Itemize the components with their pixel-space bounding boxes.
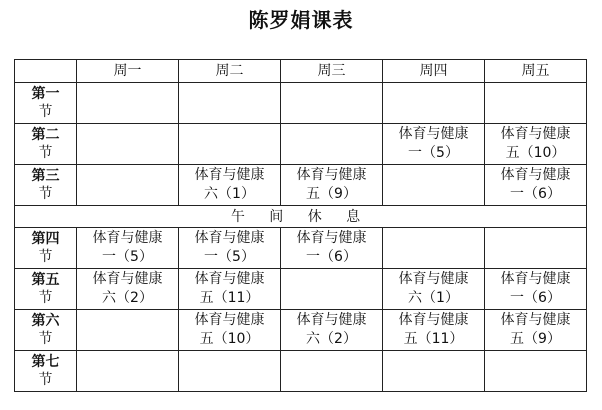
class-cell-friday: [485, 228, 587, 269]
subject-name: 体育与健康: [296, 230, 367, 246]
class-cell-wednesday: [281, 83, 383, 124]
class-cell-thursday: [383, 165, 485, 206]
class-cell-wednesday: [281, 351, 383, 392]
subject-name: 体育与健康: [398, 126, 469, 142]
subject-name: 体育与健康: [194, 230, 265, 246]
period-label-bottom: 节: [38, 249, 53, 265]
period-label-bottom: 节: [38, 331, 53, 347]
period-label-top: 第二: [31, 127, 60, 143]
period-label-bottom: 节: [38, 290, 53, 306]
class-cell-monday: [77, 228, 179, 269]
class-cell-monday: [77, 124, 179, 165]
period-label-top: 第五: [31, 272, 60, 288]
class-group: 六（1）: [408, 290, 459, 306]
subject-name: 体育与健康: [296, 312, 367, 328]
class-group: 一（6）: [306, 249, 357, 265]
period-row-4: [15, 228, 587, 269]
subject-name: 体育与健康: [194, 312, 265, 328]
class-group: 五（9）: [306, 186, 357, 202]
class-cell-tuesday: [179, 269, 281, 310]
class-group: 一（5）: [102, 249, 153, 265]
subject-name: 体育与健康: [500, 167, 571, 183]
period-row-5: [15, 269, 587, 310]
class-group: 五（11）: [199, 290, 260, 306]
subject-name: 体育与健康: [92, 271, 163, 287]
period-label-top: 第七: [31, 354, 60, 370]
class-group: 六（2）: [102, 290, 153, 306]
class-cell-monday: [77, 165, 179, 206]
class-group: 一（6）: [510, 186, 561, 202]
period-label-cell: [15, 83, 77, 124]
day-header-wednesday: 周三: [281, 60, 383, 83]
class-cell-thursday: [383, 269, 485, 310]
class-group: 五（10）: [505, 145, 566, 161]
class-cell-monday: [77, 269, 179, 310]
period-label-bottom: 节: [38, 104, 53, 120]
subject-name: 体育与健康: [398, 312, 469, 328]
class-cell-tuesday: [179, 310, 281, 351]
class-group: 六（2）: [306, 331, 357, 347]
class-cell-friday: [485, 83, 587, 124]
header-row: [15, 60, 587, 83]
period-row-3: [15, 165, 587, 206]
period-label-bottom: 节: [38, 145, 53, 161]
schedule-table: [14, 59, 587, 392]
period-label-cell: [15, 269, 77, 310]
subject-name: 体育与健康: [398, 271, 469, 287]
class-cell-wednesday: [281, 310, 383, 351]
subject-name: 体育与健康: [296, 167, 367, 183]
period-label-bottom: 节: [38, 372, 53, 388]
period-label-cell: [15, 124, 77, 165]
class-cell-wednesday: [281, 269, 383, 310]
class-cell-thursday: [383, 310, 485, 351]
class-group: 六（1）: [204, 186, 255, 202]
period-row-2: [15, 124, 587, 165]
class-cell-tuesday: [179, 351, 281, 392]
subject-name: 体育与健康: [194, 167, 265, 183]
class-cell-thursday: [383, 124, 485, 165]
period-label-cell: [15, 310, 77, 351]
subject-name: 体育与健康: [500, 126, 571, 142]
class-cell-tuesday: [179, 165, 281, 206]
period-label-bottom: 节: [38, 186, 53, 202]
class-cell-monday: [77, 310, 179, 351]
corner-cell: [15, 60, 77, 83]
class-cell-friday: [485, 351, 587, 392]
class-group: 五（10）: [199, 331, 260, 347]
day-header-thursday: 周四: [383, 60, 485, 83]
class-cell-monday: [77, 351, 179, 392]
class-cell-tuesday: [179, 124, 281, 165]
day-header-tuesday: 周二: [179, 60, 281, 83]
class-cell-tuesday: [179, 228, 281, 269]
subject-name: 体育与健康: [194, 271, 265, 287]
class-group: 一（5）: [408, 145, 459, 161]
class-cell-friday: [485, 165, 587, 206]
class-group: 五（9）: [510, 331, 561, 347]
class-cell-friday: [485, 269, 587, 310]
period-label-top: 第一: [31, 86, 60, 102]
period-row-6: [15, 310, 587, 351]
period-label-cell: [15, 228, 77, 269]
class-cell-wednesday: [281, 165, 383, 206]
period-label-top: 第三: [31, 168, 60, 184]
subject-name: 体育与健康: [92, 230, 163, 246]
class-cell-friday: [485, 310, 587, 351]
class-cell-wednesday: [281, 124, 383, 165]
day-header-friday: 周五: [485, 60, 587, 83]
class-group: 一（6）: [510, 290, 561, 306]
class-cell-thursday: [383, 83, 485, 124]
class-cell-monday: [77, 83, 179, 124]
class-cell-thursday: [383, 228, 485, 269]
period-label-cell: [15, 165, 77, 206]
period-label-top: 第六: [31, 313, 60, 329]
period-label-cell: [15, 351, 77, 392]
period-row-1: [15, 83, 587, 124]
class-cell-friday: [485, 124, 587, 165]
day-header-monday: 周一: [77, 60, 179, 83]
class-cell-tuesday: [179, 83, 281, 124]
class-cell-wednesday: [281, 228, 383, 269]
period-row-7: [15, 351, 587, 392]
lunch-break-label: 午 间 休 息: [15, 206, 587, 228]
lunch-break-row: [15, 206, 587, 228]
class-cell-thursday: [383, 351, 485, 392]
subject-name: 体育与健康: [500, 271, 571, 287]
subject-name: 体育与健康: [500, 312, 571, 328]
class-group: 五（11）: [403, 331, 464, 347]
period-label-top: 第四: [31, 231, 60, 247]
class-group: 一（5）: [204, 249, 255, 265]
page-title: 陈罗娟课表: [248, 8, 354, 32]
